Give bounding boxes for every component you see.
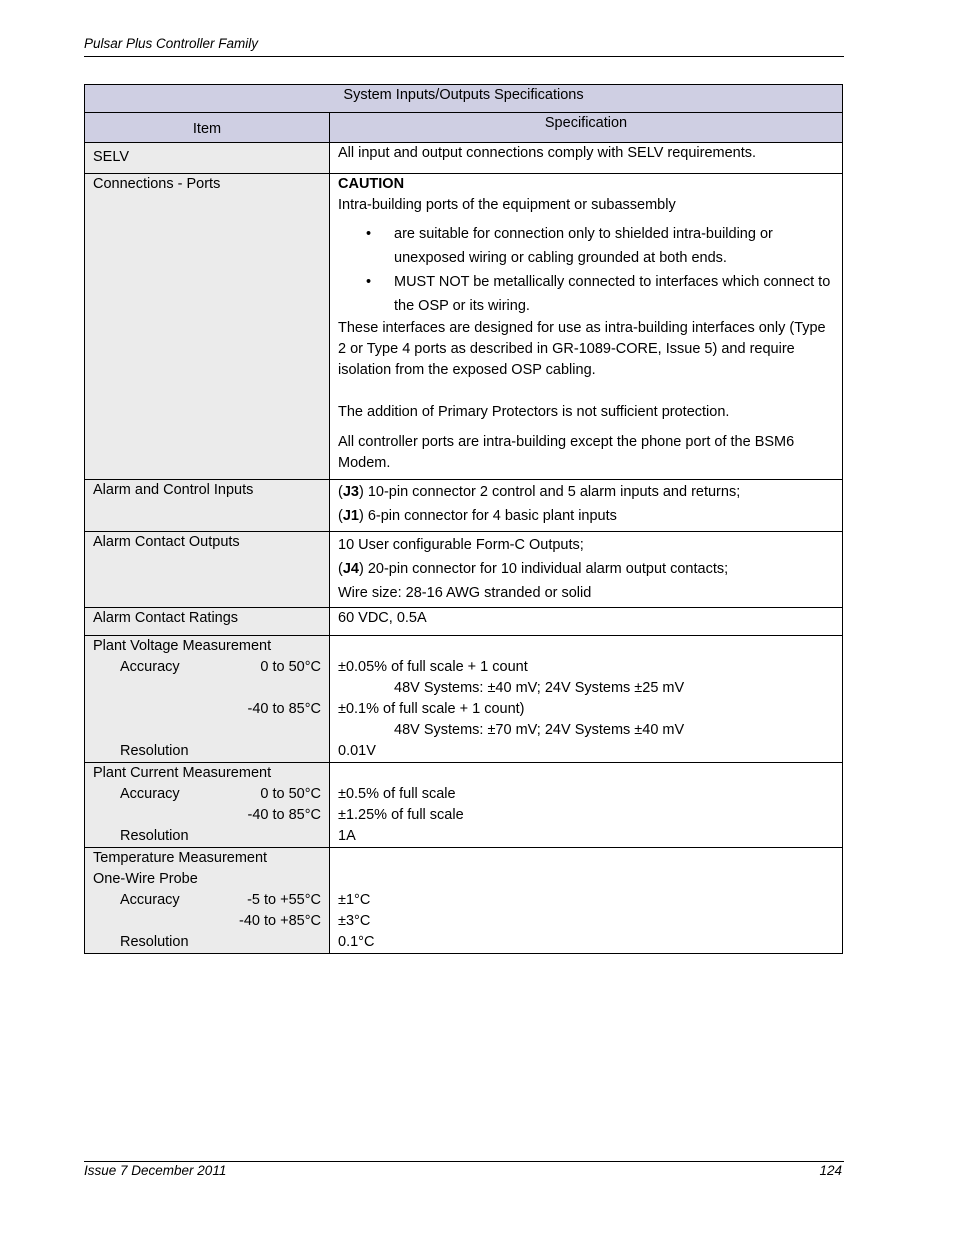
resolution-value: 0.1°C bbox=[338, 934, 375, 950]
spec-cell bbox=[330, 174, 843, 480]
item-cell bbox=[85, 174, 330, 480]
resolution-value: 1A bbox=[338, 828, 356, 844]
spec-cell bbox=[330, 848, 843, 954]
accuracy-row bbox=[93, 657, 321, 678]
footer-rule bbox=[84, 1161, 844, 1162]
item-cell bbox=[85, 608, 330, 636]
accuracy-label: Accuracy bbox=[120, 659, 180, 675]
item-label: Alarm and Control Inputs bbox=[93, 482, 254, 498]
temperature-range: 0 to 50°C bbox=[260, 786, 321, 802]
accuracy-value: ±1°C bbox=[338, 892, 371, 908]
item-label: Plant Current Measurement bbox=[93, 765, 272, 781]
item-label: Alarm Contact Ratings bbox=[93, 610, 239, 626]
accuracy-row bbox=[93, 890, 321, 911]
connector-j3-line: (J3) 10-pin connector 2 control and 5 alarm inputs and returns; bbox=[338, 484, 741, 500]
table-row-alarm-control-inputs bbox=[85, 480, 843, 532]
item-label: Connections - Ports bbox=[93, 176, 221, 192]
accuracy-value: ±1.25% of full scale bbox=[338, 807, 464, 823]
ports-paragraph: These interfaces are designed for use as intra-building interfaces only (Type 2 or Type 4 ports as described in GR-1089-CORE, Issue 5) and require isolation from the exposed OSP cabling. bbox=[338, 320, 826, 378]
temperature-range: -40 to +85°C bbox=[239, 913, 321, 929]
accuracy-value: ±3°C bbox=[338, 913, 371, 929]
spec-cell bbox=[330, 636, 843, 763]
item-cell bbox=[85, 848, 330, 954]
spec-text: 60 VDC, 0.5A bbox=[338, 610, 427, 626]
table-row-plant-voltage bbox=[85, 636, 843, 763]
document-header-title: Pulsar Plus Controller Family bbox=[84, 36, 259, 51]
connector-j1-line: (J1) 6-pin connector for 4 basic plant inputs bbox=[338, 508, 617, 524]
caution-label: CAUTION bbox=[338, 176, 405, 192]
resolution-label: Resolution bbox=[120, 828, 189, 844]
connector-code: J4 bbox=[342, 561, 359, 577]
spec-cell bbox=[330, 763, 843, 848]
spec-cell bbox=[330, 143, 843, 174]
table-row-selv bbox=[85, 143, 843, 174]
table-header-row bbox=[85, 113, 843, 143]
connector-description: ) 20-pin connector for 10 individual alarm output contacts; bbox=[358, 561, 729, 577]
resolution-label: Resolution bbox=[120, 743, 189, 759]
ports-paragraph: The addition of Primary Protectors is not sufficient protection. bbox=[338, 404, 730, 420]
accuracy-detail: 48V Systems: ±70 mV; 24V Systems ±40 mV bbox=[394, 722, 685, 738]
item-label: Alarm Contact Outputs bbox=[93, 534, 240, 550]
outputs-line: 10 User configurable Form-C Outputs; bbox=[338, 537, 584, 553]
caution-bullet-list bbox=[338, 222, 834, 318]
wire-size-line: Wire size: 28-16 AWG stranded or solid bbox=[338, 585, 592, 601]
connector-code: J3 bbox=[342, 484, 359, 500]
resolution-label: Resolution bbox=[120, 934, 189, 950]
accuracy-value: ±0.5% of full scale bbox=[338, 786, 456, 802]
table-row-temperature bbox=[85, 848, 843, 954]
spec-cell bbox=[330, 608, 843, 636]
header-rule bbox=[84, 56, 844, 57]
connector-description: ) 6-pin connector for 4 basic plant inputs bbox=[358, 508, 617, 524]
accuracy-label: Accuracy bbox=[120, 892, 180, 908]
spec-cell bbox=[330, 532, 843, 608]
connector-j4-line: (J4) 20-pin connector for 10 individual alarm output contacts; bbox=[338, 561, 729, 577]
table-row-plant-current bbox=[85, 763, 843, 848]
item-label: Plant Voltage Measurement bbox=[93, 638, 272, 654]
accuracy-row bbox=[93, 784, 321, 805]
connector-description: ) 10-pin connector 2 control and 5 alarm inputs and returns; bbox=[358, 484, 741, 500]
column-header-item: Item bbox=[85, 113, 330, 143]
item-cell bbox=[85, 480, 330, 532]
item-label: Temperature Measurement bbox=[93, 850, 268, 866]
column-header-specification: Specification bbox=[330, 113, 843, 143]
spec-text: All input and output connections comply with SELV requirements. bbox=[338, 145, 757, 161]
temperature-range: -40 to 85°C bbox=[247, 701, 321, 717]
list-item: • MUST NOT be metallically connected to interfaces which connect to the OSP or its wiring. bbox=[394, 270, 834, 318]
connector-code: J1 bbox=[342, 508, 359, 524]
item-cell bbox=[85, 143, 330, 174]
item-cell bbox=[85, 532, 330, 608]
probe-label: One-Wire Probe bbox=[93, 871, 198, 887]
temperature-range: -40 to 85°C bbox=[247, 807, 321, 823]
table-title: System Inputs/Outputs Specifications bbox=[85, 85, 843, 113]
item-cell bbox=[85, 763, 330, 848]
temperature-range: -5 to +55°C bbox=[247, 892, 321, 908]
caution-intro: Intra-building ports of the equipment or subassembly bbox=[338, 197, 676, 213]
spec-cell bbox=[330, 480, 843, 532]
io-specifications-table bbox=[84, 84, 843, 954]
temperature-range: 0 to 50°C bbox=[260, 659, 321, 675]
footer-issue-date: Issue 7 December 2011 bbox=[84, 1163, 227, 1178]
resolution-value: 0.01V bbox=[338, 743, 376, 759]
item-label: SELV bbox=[93, 149, 130, 165]
list-item: • are suitable for connection only to shielded intra-building or unexposed wiring or cabling grounded at both ends. bbox=[394, 222, 834, 270]
item-cell bbox=[85, 636, 330, 763]
page-number: 124 bbox=[819, 1163, 842, 1178]
accuracy-detail: 48V Systems: ±40 mV; 24V Systems ±25 mV bbox=[394, 680, 685, 696]
ports-paragraph: All controller ports are intra-building except the phone port of the BSM6 Modem. bbox=[338, 434, 795, 471]
accuracy-label: Accuracy bbox=[120, 786, 180, 802]
accuracy-value: ±0.05% of full scale + 1 count bbox=[338, 659, 528, 675]
accuracy-value: ±0.1% of full scale + 1 count) bbox=[338, 701, 525, 717]
table-row-alarm-contact-ratings bbox=[85, 608, 843, 636]
table-title-row bbox=[85, 85, 843, 113]
table-row-alarm-contact-outputs bbox=[85, 532, 843, 608]
table-row-connections-ports bbox=[85, 174, 843, 480]
